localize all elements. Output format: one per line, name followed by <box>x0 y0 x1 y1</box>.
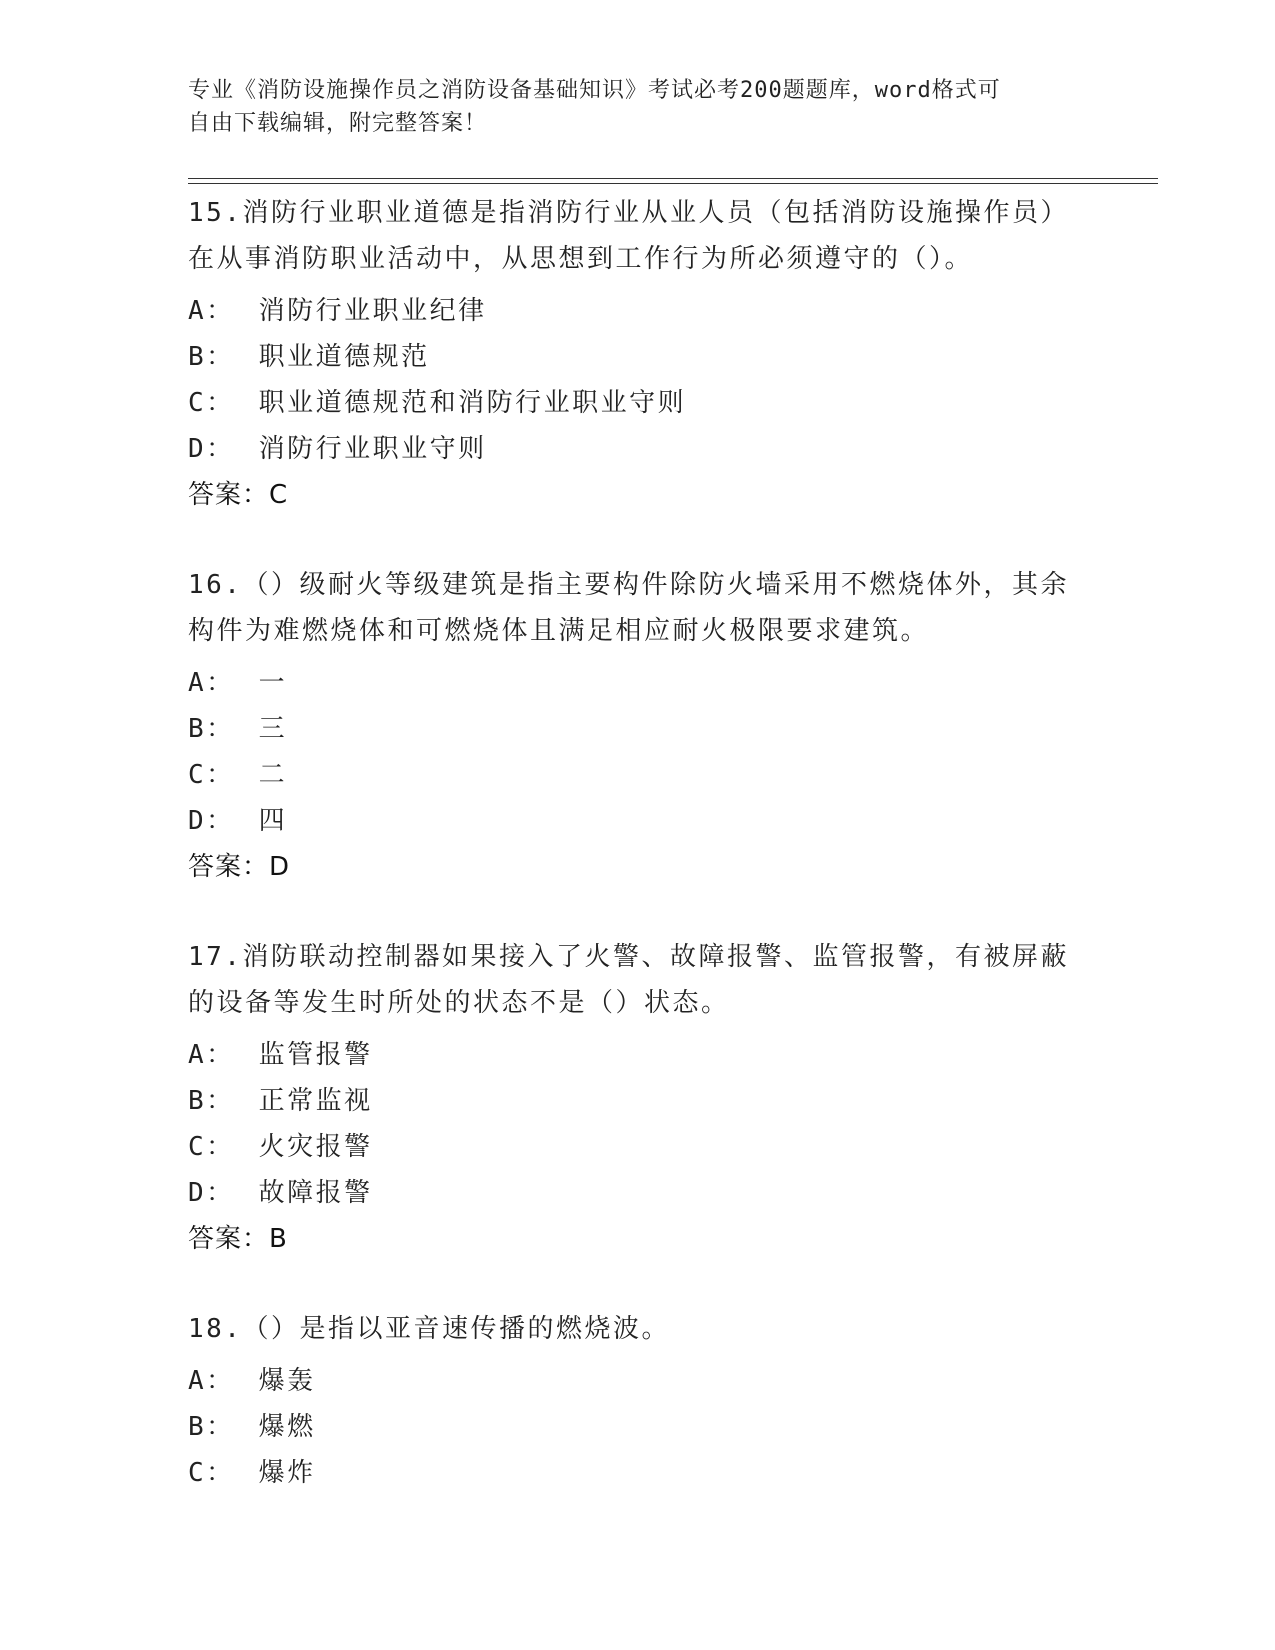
answer-line: 答案：B <box>188 1224 288 1254</box>
option-text: 四 <box>258 806 288 836</box>
header-divider-bottom <box>188 183 1158 184</box>
option-letter: C： <box>188 1132 235 1162</box>
option-d <box>188 426 1088 472</box>
option-text: 火灾报警 <box>258 1132 373 1162</box>
option-c <box>188 1450 1088 1496</box>
option-d <box>188 1170 1088 1216</box>
option-letter: B： <box>188 342 235 372</box>
option-text: 监管报警 <box>258 1040 373 1070</box>
header-divider-top <box>188 178 1158 179</box>
option-text: 三 <box>258 714 288 744</box>
option-letter: C： <box>188 760 235 790</box>
option-c <box>188 752 1088 798</box>
answer-line: 答案：C <box>188 480 289 510</box>
question-stem-line-1: 17.消防联动控制器如果接入了火警、故障报警、监管报警，有被屏蔽 <box>188 942 1069 972</box>
question-stem-line-1: 16.（）级耐火等级建筑是指主要构件除防火墙采用不燃烧体外，其余 <box>188 570 1069 600</box>
option-letter: A： <box>188 1366 235 1396</box>
option-text: 爆炸 <box>258 1458 316 1488</box>
question-16 <box>188 562 1088 890</box>
option-a <box>188 288 1088 334</box>
option-letter: C： <box>188 388 235 418</box>
option-text: 消防行业职业守则 <box>258 434 487 464</box>
question-list <box>188 190 1088 1540</box>
option-letter: A： <box>188 296 235 326</box>
question-17 <box>188 934 1088 1262</box>
option-letter: B： <box>188 1412 235 1442</box>
question-15 <box>188 190 1088 518</box>
option-text: 故障报警 <box>258 1178 373 1208</box>
header-line-1: 专业《消防设施操作员之消防设备基础知识》考试必考200题题库，word格式可 <box>188 78 1001 103</box>
question-stem <box>188 562 1088 654</box>
question-stem <box>188 190 1088 282</box>
option-b <box>188 1078 1088 1124</box>
option-b <box>188 334 1088 380</box>
option-a <box>188 660 1088 706</box>
option-b <box>188 1404 1088 1450</box>
question-18 <box>188 1306 1088 1496</box>
question-stem <box>188 1306 1088 1352</box>
option-c <box>188 380 1088 426</box>
option-text: 爆轰 <box>258 1366 316 1396</box>
option-letter: D： <box>188 1178 235 1208</box>
question-stem-line-2: 在从事消防职业活动中，从思想到工作行为所必须遵守的（）。 <box>188 244 974 274</box>
option-letter: D： <box>188 434 235 464</box>
option-letter: B： <box>188 714 235 744</box>
option-text: 爆燃 <box>258 1412 316 1442</box>
option-text: 正常监视 <box>258 1086 373 1116</box>
option-c <box>188 1124 1088 1170</box>
question-stem-line-2: 构件为难燃烧体和可燃烧体且满足相应耐火极限要求建筑。 <box>188 616 930 646</box>
option-letter: C： <box>188 1458 235 1488</box>
option-d <box>188 798 1088 844</box>
option-text: 一 <box>258 668 288 698</box>
option-letter: B： <box>188 1086 235 1116</box>
option-b <box>188 706 1088 752</box>
question-stem-line-2: 的设备等发生时所处的状态不是（）状态。 <box>188 988 730 1018</box>
option-text: 二 <box>258 760 288 790</box>
option-letter: D： <box>188 806 235 836</box>
question-stem <box>188 934 1088 1026</box>
answer-line: 答案：D <box>188 852 291 882</box>
option-text: 职业道德规范 <box>258 342 430 372</box>
question-stem-line-1: 18.（）是指以亚音速传播的燃烧波。 <box>188 1314 670 1344</box>
option-text: 职业道德规范和消防行业职业守则 <box>258 388 687 418</box>
document-header <box>188 74 1068 140</box>
question-stem-line-1: 15.消防行业职业道德是指消防行业从业人员（包括消防设施操作员） <box>188 198 1069 228</box>
option-text: 消防行业职业纪律 <box>258 296 487 326</box>
option-a <box>188 1032 1088 1078</box>
header-line-2: 自由下载编辑，附完整答案！ <box>188 111 488 136</box>
option-letter: A： <box>188 1040 235 1070</box>
option-a <box>188 1358 1088 1404</box>
option-letter: A： <box>188 668 235 698</box>
